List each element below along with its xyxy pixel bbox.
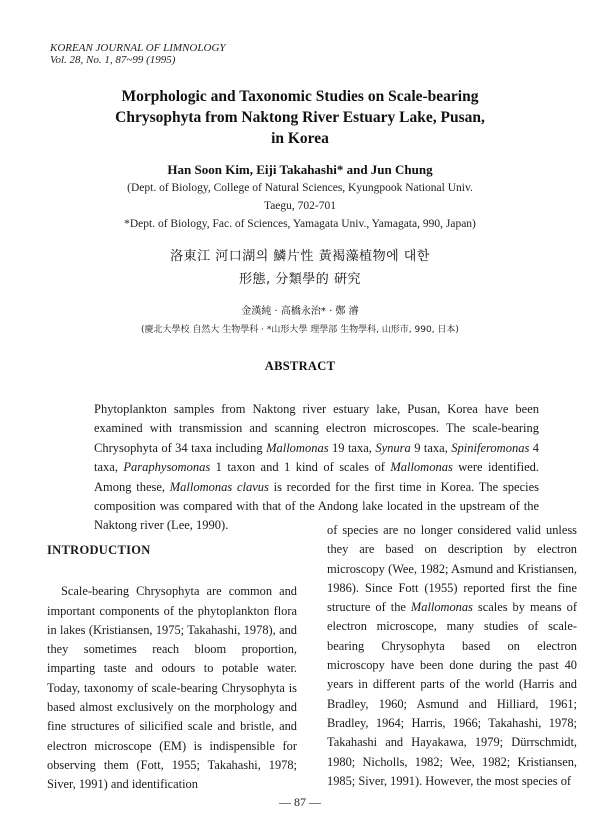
introduction-continuation	[327, 521, 577, 791]
journal-header	[50, 42, 226, 66]
intro-text: of species are no longer considered valid unless they are based on description by electron microscopy (Wee, 1982; Asmund and Kristiansen, 1986). Since Fott (1955) reported first the fine structure of the	[327, 523, 577, 615]
intro-text: scales by means of electron microscope, many studies of scale-bearing Chrysophyta based on electron microscopy have been done during the past 40 years in different parts of the world (Harris and Bradley, 1960; Asmund and Hilliard, 1961; Bradley, 1964; Harris, 1966; Takahashi, 1978; Takahashi and Hayakawa, 1979; Dürrschmidt, 1980; Nicholls, 1982; Wee, 1982; Kristiansen, 1985; Siver, 1991). However, the most species of	[327, 600, 577, 788]
taxon-name: Paraphysomonas	[123, 460, 211, 475]
taxon-name: Mallomonas	[410, 600, 473, 615]
title-line-2: Chrysophyta from Naktong River Estuary Lake, Pusan,	[115, 109, 485, 126]
abstract-text: were identified. Among these,	[94, 460, 540, 494]
affiliation-line-2: Taegu, 702-701	[263, 200, 336, 212]
abstract-text: 9 taxa,	[410, 440, 452, 455]
abstract-text: 4 taxa,	[94, 440, 540, 475]
korean-authors: 金漢純 · 高橋永治* · 鄭 濬	[241, 306, 359, 317]
affiliation-line-1: (Dept. of Biology, College of Natural Sciences, Kyungpook National Univ.	[127, 182, 473, 194]
taxon-name: Mallomonas	[266, 440, 329, 455]
abstract-body	[94, 400, 539, 536]
abstract-text: 1 taxon and 1 kind of scales of	[210, 460, 391, 475]
abstract-text: Phytoplankton samples from Naktong river estuary lake, Pusan, Korea have been examined with transmission and scanning electron microscopes. The scale-bearing Chrysophyta of 34 taxa including	[94, 402, 539, 455]
korean-title-line-2: 形態, 分類學的 硏究	[239, 272, 361, 287]
introduction-heading: INTRODUCTION	[47, 543, 151, 557]
title-line-3: in Korea	[271, 130, 329, 147]
taxon-name: Synura	[375, 440, 411, 455]
taxon-name: Mallomonas clavus	[169, 479, 269, 494]
right-column	[327, 521, 577, 791]
author-list: Han Soon Kim, Eiji Takahashi* and Jun Chung	[167, 162, 433, 177]
abstract-heading: ABSTRACT	[264, 359, 336, 373]
left-column	[47, 521, 297, 795]
journal-volume: Vol. 28, No. 1, 87~99 (1995)	[50, 54, 176, 66]
page-number: — 87 —	[279, 795, 321, 809]
taxon-name: Mallomonas	[390, 460, 453, 475]
taxon-name: Spiniferomonas	[451, 440, 530, 455]
korean-affiliation: (慶北大學校 自然大 生物學科 · *山形大學 理學部 生物學科, 山形市, 990, 日本)	[141, 325, 459, 335]
introduction-paragraph: Scale-bearing Chrysophyta are common and important components of the phytoplankton flora in lakes (Kristiansen, 1975; Takahashi, 1978), and they sometimes reach bloom proportion, imparting taste and odours to potable water. Today, taxonomy of scale-bearing Chrysophyta is based almost exclusively on the morphology and fine structures of silicified scale and bristle, and electron microscope (EM) is indispensible for observing them (Fott, 1955; Takahashi, 1978; Siver, 1991) and identification	[47, 584, 297, 792]
korean-title-line-1: 洛東江 河口湖의 鱗片性 黃褐藻植物에 대한	[170, 249, 430, 264]
affiliation-line-3: *Dept. of Biology, Fac. of Sciences, Yamagata Univ., Yamagata, 990, Japan)	[124, 218, 476, 230]
journal-name: KOREAN JOURNAL OF LIMNOLOGY	[50, 42, 226, 54]
abstract-text: 19 taxa,	[328, 440, 376, 455]
title-line-1: Morphologic and Taxonomic Studies on Scale-bearing	[121, 88, 479, 105]
paper-title	[60, 86, 540, 149]
abstract-text: is recorded for the first time in Korea. The species composition was compared with that of the Andong lake located in the upstream of the Naktong river (Lee, 1990).	[94, 479, 540, 533]
